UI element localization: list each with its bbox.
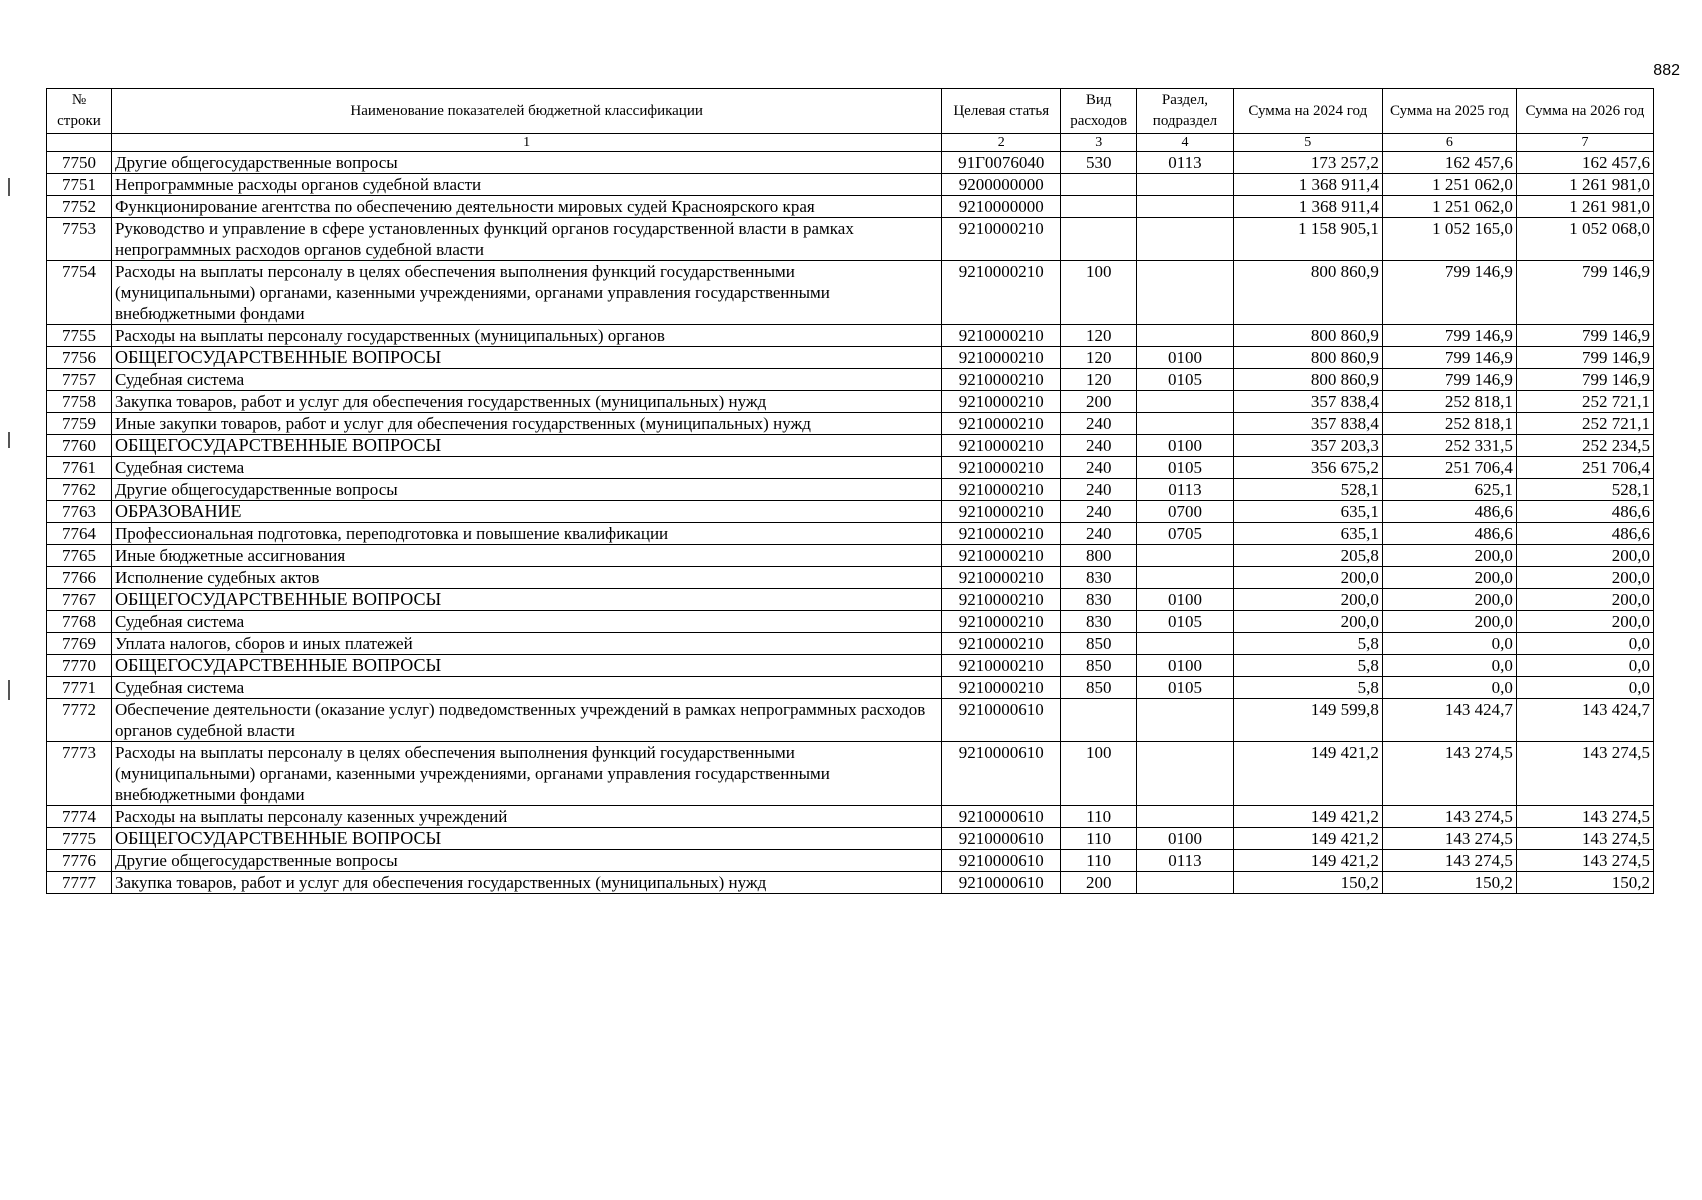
row-section xyxy=(1137,545,1233,567)
row-name: Иные бюджетные ассигнования xyxy=(111,545,941,567)
row-name: Другие общегосударственные вопросы xyxy=(111,152,941,174)
row-section: 0105 xyxy=(1137,369,1233,391)
table-row xyxy=(47,850,1654,872)
row-section: 0105 xyxy=(1137,611,1233,633)
row-number: 7765 xyxy=(47,545,112,567)
table-row xyxy=(47,567,1654,589)
header-row-number: № строки xyxy=(47,89,112,134)
row-sum-2024: 149 421,2 xyxy=(1233,828,1382,850)
column-number: 1 xyxy=(111,134,941,152)
row-sum-2025: 162 457,6 xyxy=(1382,152,1516,174)
row-target-article: 9210000000 xyxy=(942,196,1061,218)
row-section: 0113 xyxy=(1137,850,1233,872)
row-sum-2026: 162 457,6 xyxy=(1516,152,1653,174)
row-name: Непрограммные расходы органов судебной власти xyxy=(111,174,941,196)
header-section: Раздел, подраздел xyxy=(1137,89,1233,134)
row-target-article: 9210000210 xyxy=(942,545,1061,567)
row-sum-2024: 357 838,4 xyxy=(1233,391,1382,413)
row-sum-2025: 799 146,9 xyxy=(1382,369,1516,391)
row-name: Судебная система xyxy=(111,677,941,699)
table-row xyxy=(47,677,1654,699)
row-section: 0105 xyxy=(1137,677,1233,699)
row-section xyxy=(1137,196,1233,218)
row-sum-2025: 799 146,9 xyxy=(1382,325,1516,347)
row-section: 0100 xyxy=(1137,347,1233,369)
row-target-article: 9210000210 xyxy=(942,611,1061,633)
table-row xyxy=(47,152,1654,174)
table-row xyxy=(47,457,1654,479)
row-target-article: 9210000210 xyxy=(942,479,1061,501)
row-number: 7776 xyxy=(47,850,112,872)
row-sum-2025: 252 818,1 xyxy=(1382,391,1516,413)
row-name: Расходы на выплаты персоналу государственных (муниципальных) органов xyxy=(111,325,941,347)
row-sum-2026: 150,2 xyxy=(1516,872,1653,894)
row-name: Руководство и управление в сфере установленных функций органов государственной власти в рамках непрограммных расходов органов судебной власти xyxy=(111,218,941,261)
row-section xyxy=(1137,806,1233,828)
row-name: Уплата налогов, сборов и иных платежей xyxy=(111,633,941,655)
row-name: ОБЩЕГОСУДАРСТВЕННЫЕ ВОПРОСЫ xyxy=(111,347,941,369)
row-expense-type: 850 xyxy=(1061,633,1137,655)
row-sum-2024: 635,1 xyxy=(1233,501,1382,523)
row-number: 7754 xyxy=(47,261,112,325)
row-name: Функционирование агентства по обеспечению деятельности мировых судей Красноярского края xyxy=(111,196,941,218)
row-sum-2024: 149 421,2 xyxy=(1233,806,1382,828)
row-expense-type: 240 xyxy=(1061,523,1137,545)
row-sum-2026: 252 234,5 xyxy=(1516,435,1653,457)
row-sum-2024: 150,2 xyxy=(1233,872,1382,894)
row-sum-2026: 143 424,7 xyxy=(1516,699,1653,742)
table-row xyxy=(47,611,1654,633)
row-number: 7766 xyxy=(47,567,112,589)
row-number: 7759 xyxy=(47,413,112,435)
row-sum-2025: 486,6 xyxy=(1382,501,1516,523)
row-sum-2025: 0,0 xyxy=(1382,677,1516,699)
row-section: 0113 xyxy=(1137,152,1233,174)
table-row xyxy=(47,523,1654,545)
row-section: 0100 xyxy=(1137,435,1233,457)
row-sum-2024: 205,8 xyxy=(1233,545,1382,567)
table-row xyxy=(47,196,1654,218)
row-sum-2026: 486,6 xyxy=(1516,523,1653,545)
table-row xyxy=(47,369,1654,391)
row-target-article: 9210000210 xyxy=(942,501,1061,523)
row-expense-type: 120 xyxy=(1061,347,1137,369)
row-sum-2025: 1 251 062,0 xyxy=(1382,196,1516,218)
row-number: 7751 xyxy=(47,174,112,196)
row-target-article: 9210000210 xyxy=(942,523,1061,545)
row-sum-2025: 143 274,5 xyxy=(1382,850,1516,872)
row-number: 7753 xyxy=(47,218,112,261)
row-target-article: 9210000210 xyxy=(942,218,1061,261)
row-number: 7770 xyxy=(47,655,112,677)
row-number: 7758 xyxy=(47,391,112,413)
row-sum-2024: 200,0 xyxy=(1233,611,1382,633)
row-target-article: 9210000210 xyxy=(942,391,1061,413)
column-number: 2 xyxy=(942,134,1061,152)
row-sum-2025: 143 274,5 xyxy=(1382,806,1516,828)
row-target-article: 9210000210 xyxy=(942,435,1061,457)
column-number: 3 xyxy=(1061,134,1137,152)
row-section: 0113 xyxy=(1137,479,1233,501)
row-section xyxy=(1137,699,1233,742)
row-section: 0100 xyxy=(1137,828,1233,850)
row-sum-2025: 486,6 xyxy=(1382,523,1516,545)
table-row xyxy=(47,872,1654,894)
row-sum-2025: 143 274,5 xyxy=(1382,742,1516,806)
row-sum-2026: 200,0 xyxy=(1516,589,1653,611)
row-target-article: 9210000210 xyxy=(942,325,1061,347)
column-number: 4 xyxy=(1137,134,1233,152)
row-sum-2024: 5,8 xyxy=(1233,677,1382,699)
row-sum-2025: 0,0 xyxy=(1382,655,1516,677)
row-name: Расходы на выплаты персоналу в целях обеспечения выполнения функций государственными (муниципальными) органами, казенными учреждениями, органами управления государственными внебюджетными фондами xyxy=(111,742,941,806)
row-number: 7752 xyxy=(47,196,112,218)
table-row xyxy=(47,633,1654,655)
row-expense-type: 240 xyxy=(1061,457,1137,479)
row-expense-type: 110 xyxy=(1061,828,1137,850)
row-sum-2025: 1 251 062,0 xyxy=(1382,174,1516,196)
row-number: 7774 xyxy=(47,806,112,828)
table-row xyxy=(47,828,1654,850)
row-name: Другие общегосударственные вопросы xyxy=(111,850,941,872)
column-number: 5 xyxy=(1233,134,1382,152)
row-target-article: 9200000000 xyxy=(942,174,1061,196)
table-row xyxy=(47,261,1654,325)
row-section: 0700 xyxy=(1137,501,1233,523)
row-sum-2026: 0,0 xyxy=(1516,655,1653,677)
row-sum-2024: 800 860,9 xyxy=(1233,347,1382,369)
header-row xyxy=(47,89,1654,134)
table-body xyxy=(47,152,1654,894)
row-sum-2025: 143 424,7 xyxy=(1382,699,1516,742)
row-number: 7763 xyxy=(47,501,112,523)
row-name: Судебная система xyxy=(111,457,941,479)
row-target-article: 9210000210 xyxy=(942,677,1061,699)
row-expense-type: 100 xyxy=(1061,261,1137,325)
row-sum-2026: 799 146,9 xyxy=(1516,261,1653,325)
row-sum-2025: 799 146,9 xyxy=(1382,261,1516,325)
row-sum-2026: 143 274,5 xyxy=(1516,742,1653,806)
row-target-article: 9210000610 xyxy=(942,806,1061,828)
row-number: 7764 xyxy=(47,523,112,545)
row-number: 7777 xyxy=(47,872,112,894)
row-expense-type: 240 xyxy=(1061,479,1137,501)
row-expense-type xyxy=(1061,174,1137,196)
row-sum-2024: 357 203,3 xyxy=(1233,435,1382,457)
row-expense-type xyxy=(1061,218,1137,261)
row-sum-2026: 252 721,1 xyxy=(1516,391,1653,413)
row-name: ОБЩЕГОСУДАРСТВЕННЫЕ ВОПРОСЫ xyxy=(111,435,941,457)
row-target-article: 9210000210 xyxy=(942,369,1061,391)
row-target-article: 91Г0076040 xyxy=(942,152,1061,174)
row-sum-2024: 1 368 911,4 xyxy=(1233,174,1382,196)
table-row xyxy=(47,742,1654,806)
row-expense-type: 110 xyxy=(1061,850,1137,872)
row-sum-2026: 486,6 xyxy=(1516,501,1653,523)
row-name: Закупка товаров, работ и услуг для обеспечения государственных (муниципальных) нужд xyxy=(111,391,941,413)
row-name: Другие общегосударственные вопросы xyxy=(111,479,941,501)
row-sum-2026: 799 146,9 xyxy=(1516,347,1653,369)
row-name: Иные закупки товаров, работ и услуг для обеспечения государственных (муниципальных) нужд xyxy=(111,413,941,435)
table-row xyxy=(47,655,1654,677)
row-section: 0100 xyxy=(1137,655,1233,677)
table-row xyxy=(47,806,1654,828)
page-number: 882 xyxy=(1653,62,1680,79)
header-sum-2025: Сумма на 2025 год xyxy=(1382,89,1516,134)
row-sum-2024: 1 158 905,1 xyxy=(1233,218,1382,261)
row-expense-type: 240 xyxy=(1061,501,1137,523)
header-sum-2026: Сумма на 2026 год xyxy=(1516,89,1653,134)
margin-mark xyxy=(8,178,10,196)
table-row xyxy=(47,589,1654,611)
row-sum-2026: 143 274,5 xyxy=(1516,806,1653,828)
row-number: 7761 xyxy=(47,457,112,479)
row-sum-2026: 200,0 xyxy=(1516,545,1653,567)
column-number: 7 xyxy=(1516,134,1653,152)
row-section xyxy=(1137,325,1233,347)
column-number: 6 xyxy=(1382,134,1516,152)
row-expense-type: 530 xyxy=(1061,152,1137,174)
row-number: 7767 xyxy=(47,589,112,611)
row-sum-2024: 149 421,2 xyxy=(1233,850,1382,872)
row-section xyxy=(1137,218,1233,261)
row-sum-2024: 173 257,2 xyxy=(1233,152,1382,174)
row-sum-2024: 5,8 xyxy=(1233,633,1382,655)
table-row xyxy=(47,435,1654,457)
header-target-article: Целевая статья xyxy=(942,89,1061,134)
row-target-article: 9210000610 xyxy=(942,850,1061,872)
row-target-article: 9210000210 xyxy=(942,655,1061,677)
row-sum-2025: 799 146,9 xyxy=(1382,347,1516,369)
row-number: 7760 xyxy=(47,435,112,457)
row-target-article: 9210000210 xyxy=(942,347,1061,369)
row-section: 0100 xyxy=(1137,589,1233,611)
row-target-article: 9210000210 xyxy=(942,457,1061,479)
column-number-blank xyxy=(47,134,112,152)
row-sum-2026: 528,1 xyxy=(1516,479,1653,501)
row-name: Исполнение судебных актов xyxy=(111,567,941,589)
row-sum-2024: 356 675,2 xyxy=(1233,457,1382,479)
row-number: 7768 xyxy=(47,611,112,633)
margin-mark xyxy=(8,680,10,700)
row-sum-2024: 149 599,8 xyxy=(1233,699,1382,742)
row-sum-2024: 800 860,9 xyxy=(1233,261,1382,325)
row-sum-2026: 200,0 xyxy=(1516,611,1653,633)
row-section xyxy=(1137,742,1233,806)
row-target-article: 9210000610 xyxy=(942,872,1061,894)
row-sum-2025: 251 706,4 xyxy=(1382,457,1516,479)
row-expense-type xyxy=(1061,699,1137,742)
row-number: 7750 xyxy=(47,152,112,174)
row-number: 7771 xyxy=(47,677,112,699)
row-expense-type: 800 xyxy=(1061,545,1137,567)
row-sum-2026: 143 274,5 xyxy=(1516,828,1653,850)
row-sum-2026: 799 146,9 xyxy=(1516,369,1653,391)
row-expense-type: 850 xyxy=(1061,655,1137,677)
row-expense-type: 830 xyxy=(1061,611,1137,633)
row-name: ОБЩЕГОСУДАРСТВЕННЫЕ ВОПРОСЫ xyxy=(111,655,941,677)
row-target-article: 9210000210 xyxy=(942,589,1061,611)
table-row xyxy=(47,391,1654,413)
row-expense-type: 110 xyxy=(1061,806,1137,828)
row-sum-2024: 1 368 911,4 xyxy=(1233,196,1382,218)
row-sum-2024: 200,0 xyxy=(1233,589,1382,611)
row-number: 7762 xyxy=(47,479,112,501)
row-expense-type: 830 xyxy=(1061,567,1137,589)
table-row xyxy=(47,699,1654,742)
row-section xyxy=(1137,413,1233,435)
row-sum-2024: 357 838,4 xyxy=(1233,413,1382,435)
row-sum-2025: 200,0 xyxy=(1382,589,1516,611)
header-name: Наименование показателей бюджетной классификации xyxy=(111,89,941,134)
row-sum-2026: 1 052 068,0 xyxy=(1516,218,1653,261)
row-sum-2025: 200,0 xyxy=(1382,567,1516,589)
row-section xyxy=(1137,567,1233,589)
row-name: Расходы на выплаты персоналу казенных учреждений xyxy=(111,806,941,828)
row-number: 7755 xyxy=(47,325,112,347)
row-expense-type xyxy=(1061,196,1137,218)
row-expense-type: 850 xyxy=(1061,677,1137,699)
table-row xyxy=(47,501,1654,523)
row-target-article: 9210000610 xyxy=(942,828,1061,850)
row-section xyxy=(1137,174,1233,196)
row-sum-2026: 143 274,5 xyxy=(1516,850,1653,872)
row-sum-2026: 0,0 xyxy=(1516,633,1653,655)
row-expense-type: 200 xyxy=(1061,391,1137,413)
row-sum-2026: 799 146,9 xyxy=(1516,325,1653,347)
column-number-row xyxy=(47,134,1654,152)
row-sum-2025: 150,2 xyxy=(1382,872,1516,894)
row-sum-2026: 200,0 xyxy=(1516,567,1653,589)
row-sum-2025: 0,0 xyxy=(1382,633,1516,655)
header-expense-type: Вид расходов xyxy=(1061,89,1137,134)
row-section: 0105 xyxy=(1137,457,1233,479)
row-sum-2024: 635,1 xyxy=(1233,523,1382,545)
row-name: Судебная система xyxy=(111,611,941,633)
row-sum-2026: 0,0 xyxy=(1516,677,1653,699)
row-section xyxy=(1137,391,1233,413)
row-name: Закупка товаров, работ и услуг для обеспечения государственных (муниципальных) нужд xyxy=(111,872,941,894)
table-row xyxy=(47,413,1654,435)
row-expense-type: 100 xyxy=(1061,742,1137,806)
row-section xyxy=(1137,261,1233,325)
row-number: 7769 xyxy=(47,633,112,655)
row-number: 7756 xyxy=(47,347,112,369)
row-target-article: 9210000210 xyxy=(942,633,1061,655)
table-row xyxy=(47,174,1654,196)
row-sum-2026: 1 261 981,0 xyxy=(1516,196,1653,218)
row-sum-2026: 1 261 981,0 xyxy=(1516,174,1653,196)
row-number: 7775 xyxy=(47,828,112,850)
row-sum-2025: 200,0 xyxy=(1382,611,1516,633)
table-row xyxy=(47,347,1654,369)
row-sum-2025: 1 052 165,0 xyxy=(1382,218,1516,261)
row-sum-2024: 149 421,2 xyxy=(1233,742,1382,806)
row-target-article: 9210000210 xyxy=(942,413,1061,435)
table-row xyxy=(47,479,1654,501)
row-sum-2026: 252 721,1 xyxy=(1516,413,1653,435)
table-row xyxy=(47,545,1654,567)
row-section xyxy=(1137,633,1233,655)
row-number: 7773 xyxy=(47,742,112,806)
row-target-article: 9210000610 xyxy=(942,742,1061,806)
row-name: ОБЩЕГОСУДАРСТВЕННЫЕ ВОПРОСЫ xyxy=(111,828,941,850)
row-sum-2024: 800 860,9 xyxy=(1233,369,1382,391)
row-target-article: 9210000210 xyxy=(942,261,1061,325)
row-sum-2025: 252 331,5 xyxy=(1382,435,1516,457)
budget-table xyxy=(46,88,1654,894)
row-name: ОБРАЗОВАНИЕ xyxy=(111,501,941,523)
row-sum-2024: 200,0 xyxy=(1233,567,1382,589)
row-name: Обеспечение деятельности (оказание услуг) подведомственных учреждений в рамках непрограммных расходов органов судебной власти xyxy=(111,699,941,742)
row-target-article: 9210000210 xyxy=(942,567,1061,589)
row-expense-type: 200 xyxy=(1061,872,1137,894)
row-name: Профессиональная подготовка, переподготовка и повышение квалификации xyxy=(111,523,941,545)
row-sum-2026: 251 706,4 xyxy=(1516,457,1653,479)
table-row xyxy=(47,325,1654,347)
row-name: Расходы на выплаты персоналу в целях обеспечения выполнения функций государственными (муниципальными) органами, казенными учреждениями, органами управления государственными внебюджетными фондами xyxy=(111,261,941,325)
margin-mark xyxy=(8,432,10,448)
row-expense-type: 240 xyxy=(1061,413,1137,435)
row-sum-2025: 252 818,1 xyxy=(1382,413,1516,435)
row-name: ОБЩЕГОСУДАРСТВЕННЫЕ ВОПРОСЫ xyxy=(111,589,941,611)
row-sum-2025: 143 274,5 xyxy=(1382,828,1516,850)
row-number: 7772 xyxy=(47,699,112,742)
header-sum-2024: Сумма на 2024 год xyxy=(1233,89,1382,134)
table-row xyxy=(47,218,1654,261)
row-sum-2025: 200,0 xyxy=(1382,545,1516,567)
row-expense-type: 830 xyxy=(1061,589,1137,611)
row-number: 7757 xyxy=(47,369,112,391)
row-section xyxy=(1137,872,1233,894)
row-sum-2024: 800 860,9 xyxy=(1233,325,1382,347)
budget-sheet xyxy=(46,88,1654,894)
row-section: 0705 xyxy=(1137,523,1233,545)
row-name: Судебная система xyxy=(111,369,941,391)
row-target-article: 9210000610 xyxy=(942,699,1061,742)
row-expense-type: 120 xyxy=(1061,325,1137,347)
row-sum-2025: 625,1 xyxy=(1382,479,1516,501)
row-sum-2024: 528,1 xyxy=(1233,479,1382,501)
row-sum-2024: 5,8 xyxy=(1233,655,1382,677)
row-expense-type: 240 xyxy=(1061,435,1137,457)
row-expense-type: 120 xyxy=(1061,369,1137,391)
